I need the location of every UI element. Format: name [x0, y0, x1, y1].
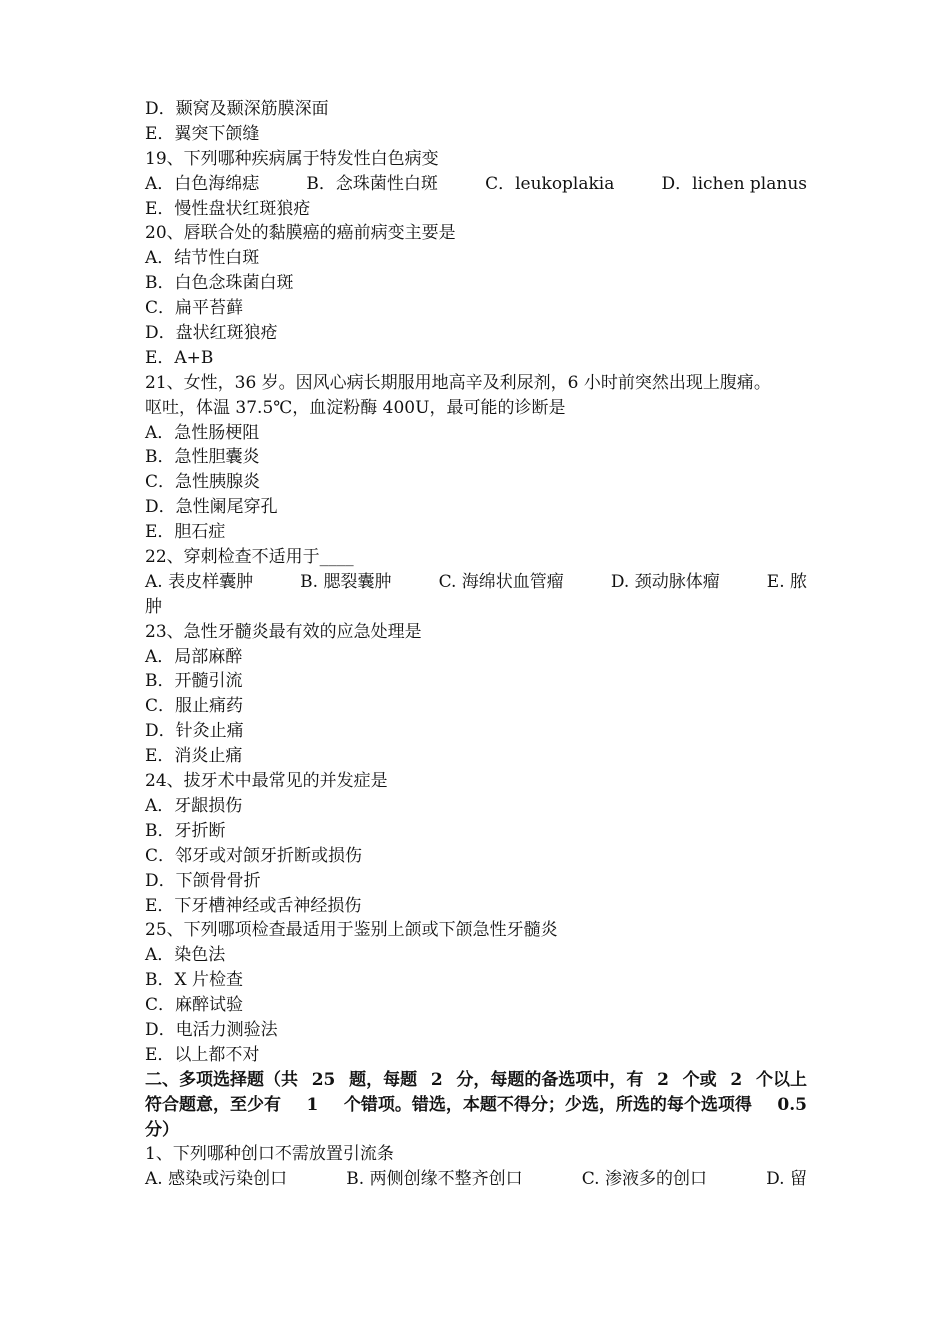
- option-d: D. 留: [766, 1169, 807, 1190]
- option-c: C. 渗液多的创口: [581, 1169, 707, 1190]
- text-line: A．急性肠梗阻: [145, 422, 260, 443]
- text-line: C．服止痛药: [145, 696, 244, 717]
- question-19: 19、下列哪种疾病属于特发性白色病变: [145, 148, 439, 169]
- document-content: [145, 97, 807, 1192]
- section-heading-line-3: 分）: [145, 1119, 179, 1140]
- text-line: B．急性胆囊炎: [145, 447, 260, 468]
- section-heading-line-2: 符合题意，至少有 1 个错项。错选，本题不得分；少选，所选的每个选项得 0.5: [145, 1094, 807, 1115]
- text-line: D．针灸止痛: [145, 721, 244, 742]
- text-line: A．局部麻醉: [145, 646, 243, 667]
- text-line: A．染色法: [145, 945, 226, 966]
- text-line: A．结节性白斑: [145, 248, 260, 269]
- option-b: B．念珠菌性白斑: [306, 173, 438, 194]
- text-line: B．开髓引流: [145, 671, 243, 692]
- text-line: D．颞窝及颞深筋膜深面: [145, 99, 329, 119]
- section-heading-line-1: 二、多项选择题（共 25 题，每题 2 分，每题的备选项中，有 2 个或 2 个以上: [145, 1069, 807, 1090]
- question-24: 24、拔牙术中最常见的并发症是: [145, 771, 388, 792]
- text-line: B．白色念珠菌白斑: [145, 273, 294, 294]
- text-line: E．胆石症: [145, 522, 226, 543]
- question-1-options: [145, 1167, 807, 1192]
- text-line: E．翼突下颌缝: [145, 123, 260, 144]
- text-line: D．急性阑尾穿孔: [145, 497, 278, 518]
- option-e: E. 脓: [766, 571, 807, 592]
- option-a: A．白色海绵痣: [145, 173, 260, 194]
- option-c: C. 海绵状血管瘤: [438, 571, 564, 592]
- question-19-options: [145, 172, 807, 197]
- text-line: E．A+B: [145, 347, 214, 368]
- text-line: E．慢性盘状红斑狼疮: [145, 198, 311, 219]
- option-c: C．leukoplakia: [485, 173, 615, 194]
- text-line: C．扁平苔藓: [145, 298, 244, 319]
- text-line: E．下牙槽神经或舌神经损伤: [145, 895, 362, 916]
- text-line: E．以上都不对: [145, 1044, 260, 1065]
- option-d: D. 颈动脉体瘤: [610, 571, 720, 592]
- question-1: 1、下列哪种创口不需放置引流条: [145, 1144, 394, 1165]
- text-line: E．消炎止痛: [145, 746, 243, 767]
- option-d: D．lichen planus: [661, 173, 807, 194]
- question-21: 21、女性，36 岁。因风心病长期服用地高辛及利尿剂，6 小时前突然出现上腹痛。: [145, 372, 771, 393]
- text-line: C．邻牙或对颌牙折断或损伤: [145, 845, 363, 866]
- text-line: C．急性胰腺炎: [145, 472, 261, 493]
- option-a: A. 表皮样囊肿: [145, 571, 254, 592]
- text-line: B．X 片检查: [145, 970, 243, 991]
- question-20: 20、唇联合处的黏膜癌的癌前病变主要是: [145, 223, 456, 244]
- text-line: A．牙龈损伤: [145, 795, 243, 816]
- option-b: B. 腮裂囊肿: [300, 571, 392, 592]
- option-b: B. 两侧创缘不整齐创口: [346, 1169, 523, 1190]
- question-25: 25、下列哪项检查最适用于鉴别上颌或下颌急性牙髓炎: [145, 920, 558, 941]
- text-line: D．下颌骨骨折: [145, 870, 261, 891]
- text-line: 呕吐，体温 37.5℃，血淀粉酶 400U，最可能的诊断是: [145, 397, 566, 418]
- question-22: 22、穿刺检查不适用于____: [145, 547, 354, 568]
- question-22-options: [145, 570, 807, 595]
- text-line: C．麻醉试验: [145, 995, 244, 1016]
- text-line: D．电活力测验法: [145, 1019, 278, 1040]
- option-a: A. 感染或污染创口: [145, 1169, 288, 1190]
- question-23: 23、急性牙髓炎最有效的应急处理是: [145, 621, 422, 642]
- text-line: B．牙折断: [145, 820, 226, 841]
- text-line: D．盘状红斑狼疮: [145, 323, 278, 344]
- text-line: 肿: [145, 596, 162, 617]
